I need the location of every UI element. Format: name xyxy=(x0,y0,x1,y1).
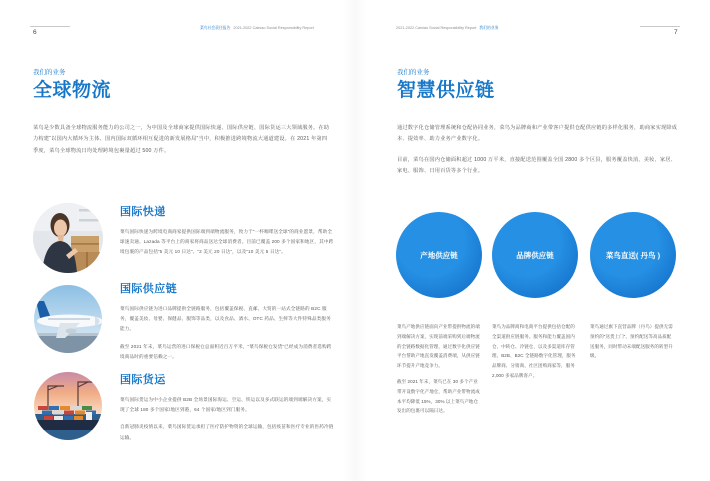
running-head-section: 我们的业务 xyxy=(479,26,499,30)
item-heading: 国际货运 xyxy=(120,374,166,386)
running-head xyxy=(200,26,314,31)
right-page xyxy=(355,0,710,481)
service-paragraph: 菜鸟通过旗下直营品牌（丹鸟）提供无需预约的“送货上门”、预约配送等高品质配送服务，同时带动末端配送服务的转型升级。 xyxy=(590,324,673,359)
service-label: 品牌供应链 xyxy=(516,250,554,260)
item-paragraph: 截至 2021 年末，菜鸟运营的进口保税仓总面积近百万平米，“菜鸟保税仓发货”已经成为消费者选购跨境商品时的重要信赖之一。 xyxy=(120,343,332,359)
container-port-photo-art xyxy=(34,372,102,440)
service-description-direct-delivery xyxy=(590,322,674,367)
cargo-plane-photo-art xyxy=(34,285,102,353)
running-head-report: 2021-2022 Cainiao Social Responsibility Report xyxy=(233,26,314,30)
business-item-international-express xyxy=(120,206,334,265)
intro-paragraph: 通过数字化仓储管理系统和仓配协同业务，菜鸟为品牌商和产业带客户提供仓配供应链的多样化服务，助商家实现降成本、提效率、助力业务产业数字化。 xyxy=(397,125,678,143)
service-description-origin xyxy=(397,322,481,422)
item-paragraph: 菜鸟国际货运为中小企业提供 B2B 全场景国际海运、空运、铁运以及多式联运的端到端解决方案，实现了全球 180 多个国家/地区到港，64 个国家/地区到门服务。 xyxy=(120,397,332,413)
intro-block xyxy=(397,123,679,187)
cargo-plane-photo xyxy=(34,285,102,353)
intro-block xyxy=(33,123,331,166)
running-head-brand: 菜鸟社会责任报告 xyxy=(200,26,231,30)
running-head xyxy=(396,26,498,31)
item-paragraph: 菜鸟国际供应链为进口品牌提供全链路服务，包括覆盖保税、直邮、大贸的一站式全链路的 B2C 服务，覆盖美妆、母婴、保健品、服饰等品类，以及食品、酒水、OTC 药品、生鲜等大件特殊品类服务能力。 xyxy=(120,306,331,332)
page-number: 7 xyxy=(674,29,678,36)
item-heading: 国际快递 xyxy=(120,206,166,218)
page-number: 6 xyxy=(33,29,37,36)
service-circle-origin-supply-chain xyxy=(396,212,482,298)
page-number-rule xyxy=(30,26,70,27)
item-paragraph: 自新冠肺炎疫情以来，菜鸟国际货运承担了医疗防护物资的全球运输，包括疫苗和医疗专业的医药冷链运输。 xyxy=(120,424,334,440)
running-head-report: 2021-2022 Cainiao Social Responsibility Report xyxy=(396,26,477,30)
intro-paragraph: 菜鸟是少数具备全球物流服务能力的公司之一，为中国及全球商家提供国际快递、国际供应链、国际货运三大领域服务。在助力构建“以国内大循环为主体、国内国际双循环相互促进的新发展格局”当中，积极推进跨境物流大通道建设。在 2021 年第四季度，菜鸟全球物流日均处理跨境包裹量超过 500 万件。 xyxy=(33,125,330,154)
page-title: 智慧供应链 xyxy=(397,80,495,101)
service-description-brand xyxy=(492,322,576,387)
page-number-rule xyxy=(640,26,680,27)
container-port-photo xyxy=(34,372,102,440)
intro-paragraph: 目前，菜鸟在国内仓储面积超过 1000 万平米，直接配送范围覆盖全国 2800 多个区县，服务覆盖快消、美妆、家居、家电、服饰、日用百货等多个行业。 xyxy=(397,156,677,175)
business-item-international-supply-chain xyxy=(120,283,334,369)
service-label: 产地供应链 xyxy=(420,250,458,260)
section-label: 我们的业务 xyxy=(33,69,66,76)
service-paragraph: 菜鸟产地供应链面向产业带提供物流的端到端解决方案，实现前端采购到后端物流的全链路数据化管理，通过数字化供应链平台帮助产地直发覆盖消费端，从供应链环节提升产地竞争力。 xyxy=(397,324,480,369)
business-item-international-freight xyxy=(120,374,334,450)
section-label: 我们的业务 xyxy=(397,69,430,76)
service-circle-brand-supply-chain xyxy=(492,212,578,298)
service-paragraph: 截至 2021 年末，菜鸟已在 30 多个产业带开设数字化产地仓，帮助产业带物流成本平均降低 15%，30% 以上菜鸟产地仓发出的包裹可以隔日达。 xyxy=(397,378,480,414)
service-circle-direct-delivery xyxy=(590,212,676,298)
item-paragraph: 菜鸟国际快递为跨境电商商家提供国际端到端物流服务，致力于“一杯咖啡送全球”的商业愿景，帮助全球速卖通、Lazada 等平台上的商家将商品送达全球消费者。目前已覆盖 200 多个国家和地区，其中跨境包裹的产品包括“5 美元 10 日达”、“2 美元 20 日达”，以及“10 美元 5 日达”。 xyxy=(120,229,334,255)
courier-photo xyxy=(33,203,103,273)
service-label: 菜鸟直送( 丹鸟 ) xyxy=(605,250,661,260)
page-title: 全球物流 xyxy=(33,80,112,101)
service-paragraph: 菜鸟为品牌商和电商平台提供包括仓配的全渠道供应链服务。服务和能力覆盖国内仓、中转仓、冷链仓，以及多渠道库存管理、B2B、B2C 全链路数字化管理，服务品牌商、分销商、社区团购商家等，服务 2,000 多家品牌客户。 xyxy=(492,324,576,378)
item-heading: 国际供应链 xyxy=(120,283,177,295)
courier-photo-art xyxy=(33,203,103,273)
